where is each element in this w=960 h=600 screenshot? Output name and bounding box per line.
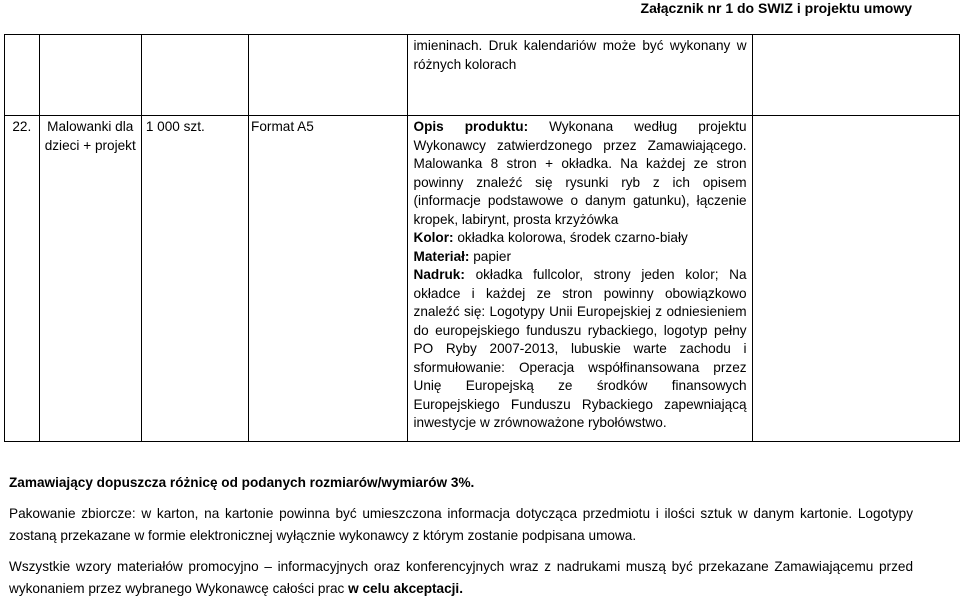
- opis-paragraph: [414, 118, 747, 229]
- nadruk-paragraph: [414, 266, 747, 433]
- material-label: Materiał:: [413, 248, 470, 264]
- nadruk-label: Nadruk:: [413, 267, 465, 282]
- nadruk-text: okładka fullcolor, strony jeden kolor; Na okładce i każdej ze stron powinny obowiązkowo znaleźć się: Logotypy Unii Europejskiej z odniesieniem do europejskiego funduszu rybackiego, logotyp pełny PO Ryby 2007-2013, lubuskie warte zachodu i sformułowanie: Operacja współfinansowana przez Unię Europejską ze środków finansowych Europejskiego Funduszu Rybackiego zapewniającą inwestycje w zrównoważone rybołówstwo.: [413, 267, 747, 430]
- name-cell: [39, 35, 141, 116]
- approval-text: Wszystkie wzory materiałów promocyjno – informacyjnych oraz konferencyjnych wraz z nadrukami muszą być przekazane Zamawiającemu przed wykonaniem przez wybranego Wykonawcę całości prac: [9, 559, 913, 596]
- table-row: [5, 116, 960, 442]
- item-format: Format A5: [249, 116, 407, 442]
- material-paragraph: [414, 248, 747, 267]
- item-number: 22.: [5, 116, 40, 442]
- opis-text: Wykonana według projektu Wykonawcy zatwierdzonego przez Zamawiającego. Malowanka 8 stron + okładka. Na każdej ze stron powinny znaleźć się rysunki ryb z ich opisem (informacje podstawowe o danym gatunku), łączenie kropek, labirynt, prosta krzyżówka: [413, 119, 747, 227]
- kolor-text: okładka kolorowa, środek czarno-biały: [457, 230, 688, 245]
- tolerance-note: Zamawiający dopuszcza różnicę od podanych rozmiarów/wymiarów 3%.: [9, 475, 475, 490]
- attachment-header: Załącznik nr 1 do SWIZ i projektu umowy: [640, 0, 912, 16]
- product-spec-table: [4, 34, 960, 442]
- approval-bold-text: w celu akceptacji.: [348, 581, 463, 596]
- extra-cell: [752, 35, 959, 116]
- item-description: [407, 116, 752, 442]
- number-cell: [5, 35, 40, 116]
- item-quantity: 1 000 szt.: [141, 116, 248, 442]
- item-name: Malowanki dla dzieci + projekt: [39, 116, 141, 442]
- extra-cell: [752, 116, 959, 442]
- material-text: papier: [473, 248, 512, 264]
- quantity-cell: [141, 35, 248, 116]
- description-cell: [407, 35, 752, 116]
- approval-note: [9, 556, 913, 600]
- opis-label: Opis produktu:: [413, 119, 529, 134]
- table-row: [5, 35, 960, 116]
- description-text: imieninach. Druk kalendariów może być wykonany w różnych kolorach: [413, 38, 747, 72]
- format-cell: [249, 35, 407, 116]
- kolor-paragraph: [414, 229, 747, 248]
- kolor-label: Kolor:: [413, 230, 454, 245]
- packaging-note: Pakowanie zbiorcze: w karton, na kartonie powinna być umieszczona informacja dotycząca przedmiotu i ilości sztuk w danym kartonie. Logotypy zostaną przekazane w formie elektronicznej wyłącznie wykonawcy z którym zostanie podpisana umowa.: [9, 506, 913, 543]
